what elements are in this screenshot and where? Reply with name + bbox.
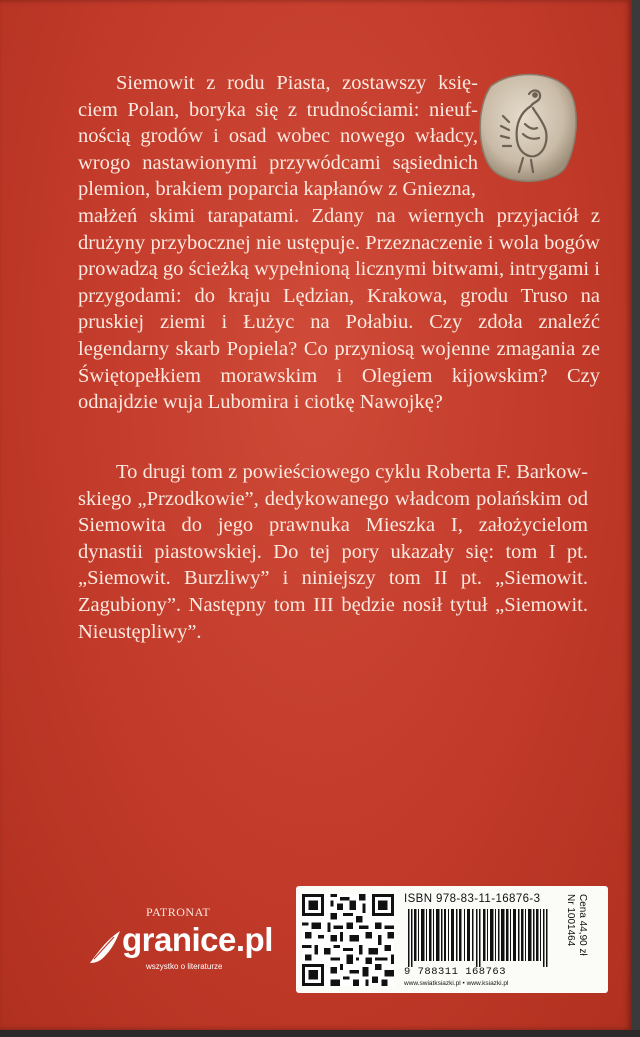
shop-urls: www.swiatksiazki.pl • www.ksiazki.pl	[404, 980, 509, 987]
patron-logo-text: granice.pl	[122, 921, 273, 958]
page-edge-right	[632, 0, 640, 1037]
blurb-paragraph-1-head: Siemowit z rodu Piasta, zostawszy księciem Polan, boryka się z trudnościami: nieufnością grodów i osad wobec nowego władcy, wrogo nastawionymi przywódcami sąsiednich plemion, brakiem poparcia kapłanów z Gniezna,	[78, 72, 478, 201]
page-edge-bottom	[0, 1030, 640, 1037]
barcode-panel	[296, 886, 608, 993]
order-number: Nr 1001464	[565, 894, 576, 947]
patron-label: PATRONAT	[146, 905, 211, 919]
ean-barcode	[404, 909, 558, 967]
blurb-paragraph-2: To drugi tom z powieściowego cyklu Roberta F. Barkowskiego „Przodkowie”, dedykowanego władcom polańskim od Siemowita do jego prawnuka Mieszka I, założycielom dynastii piastowskiej. Do tej pory ukazały się: tom I pt. „Siemowit. Burzliwy” i niniejszy tom II pt. „Siemowit. Zagubiony”. Następny tom III będzie nosił tytuł „Siemowit. Nieustępliwy”.	[78, 461, 588, 643]
patron-logo-block	[86, 905, 276, 985]
qr-code-icon	[302, 894, 394, 986]
blurb-paragraph-1-tail: małżeń skimi tarapatami. Zdany na wiernych przyjaciół z drużyny przybocznej nie ustępuje. Przeznaczenie i wola bogów prowadzą go ścieżką wypełnioną licznymi bitwami, intrygami i przygodami: do kraju Lędzian, Krakowa, grodu Truso na pruskiej ziemi i Łużyc na Połabiu. Czy zdoła znaleźć legendarny skarb Popiela? Co przyniosą wojenne zmagania ze Świętopełkiem morawskim i Olegiem kijowskim? Czy odnajdzie wuja Lubomira i ciotkę Nawojkę?	[78, 205, 600, 414]
coin-seal-bird-icon	[473, 68, 579, 186]
barcode-digits: 9 788311 168763	[404, 966, 507, 978]
isbn-text: ISBN 978-83-11-16876-3	[404, 893, 541, 905]
price: Cena 44,90 zł	[577, 894, 588, 956]
patron-logo-tagline: wszystko o literaturze	[146, 962, 223, 971]
